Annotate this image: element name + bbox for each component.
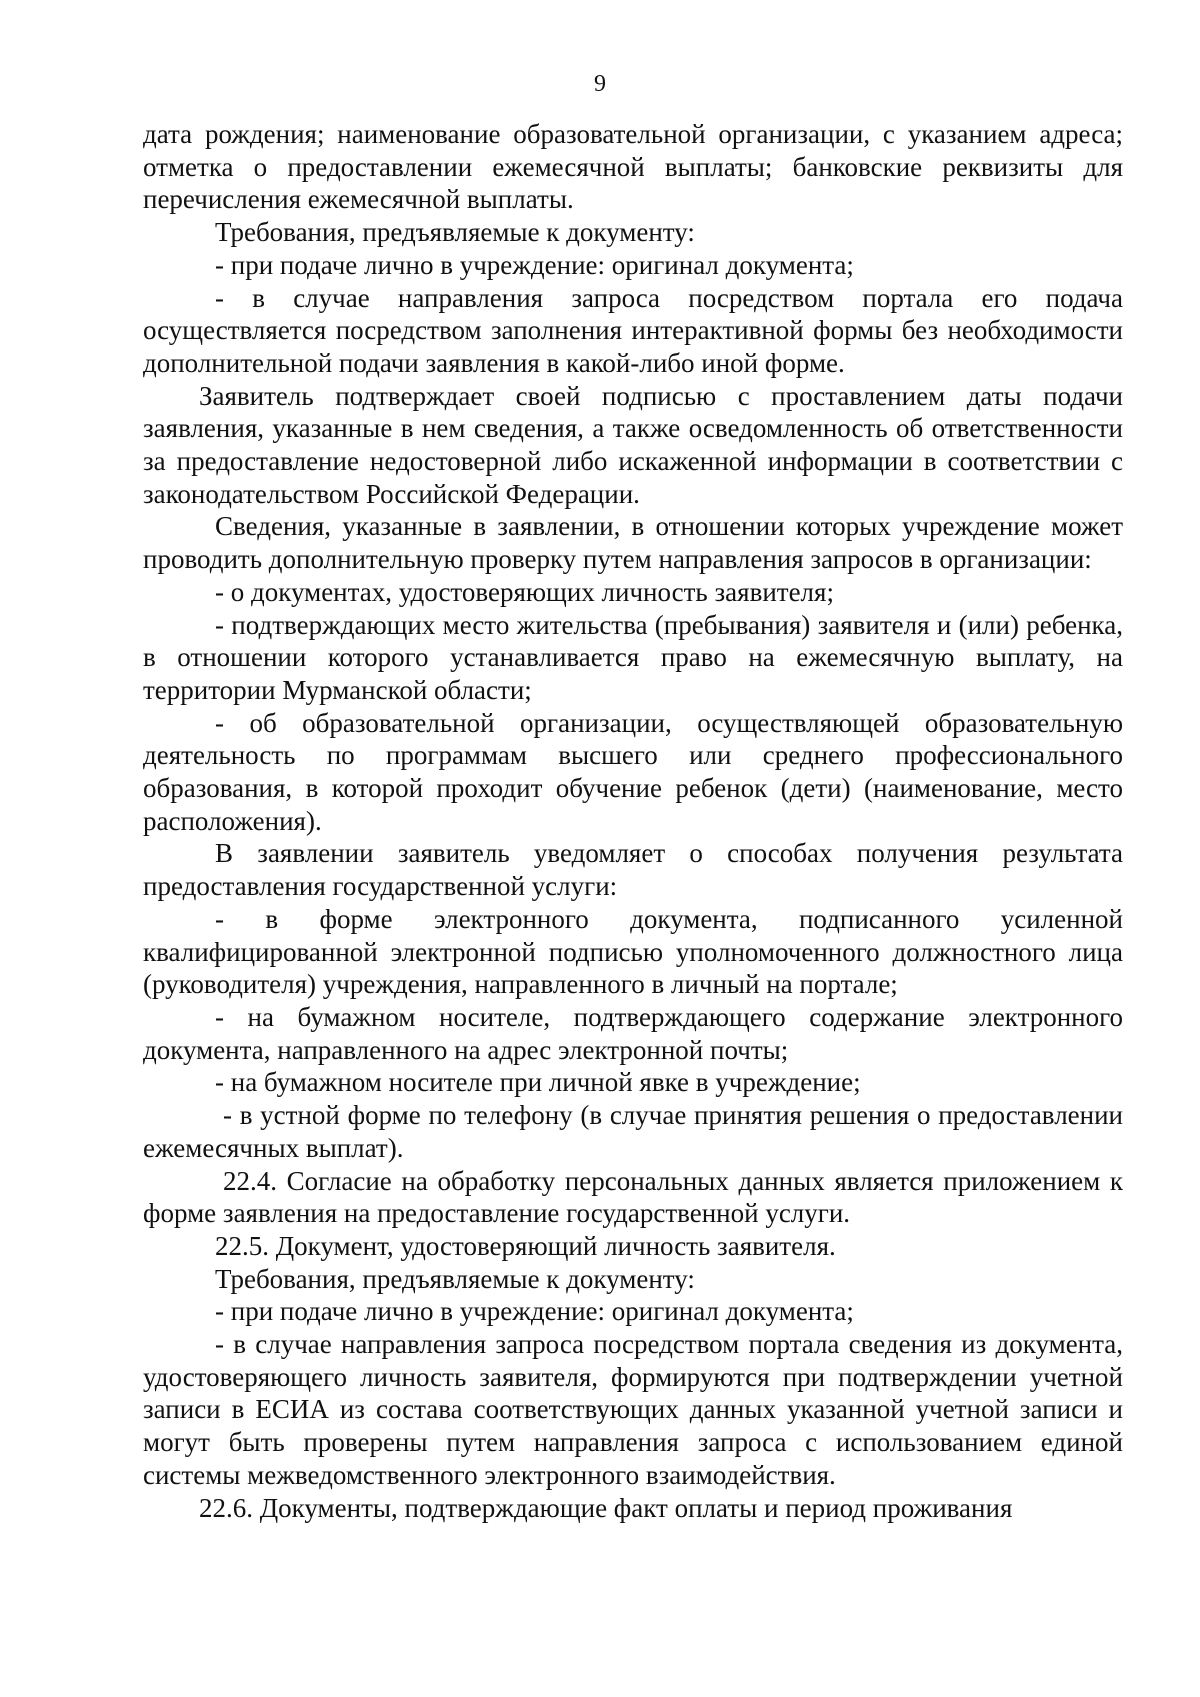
paragraph: Заявитель подтверждает своей подписью с проставлением даты подачи заявления, указанные в нем сведения, а также осведомленность об ответственности за предоставление недостоверной либо искаженной информации в соответствии с законодательством Российской Федерации. — [143, 380, 1123, 509]
paragraph: - на бумажном носителе, подтверждающего содержание электронного документа, направленного на адрес электронной почты; — [143, 1001, 1123, 1065]
paragraph: Требования, предъявляемые к документу: — [215, 217, 695, 248]
paragraph: 22.4. Согласие на обработку персональных данных является приложением к форме заявления на предоставление государственной услуги. — [143, 1165, 1123, 1229]
paragraph: - при подаче лично в учреждение: оригинал документа; — [215, 1296, 854, 1327]
paragraph: - о документах, удостоверяющих личность заявителя; — [215, 576, 834, 607]
paragraph: - подтверждающих место жительства (пребывания) заявителя и (или) ребенка, в отношении которого устанавливается право на ежемесячную выплату, на территории Мурманской области; — [143, 609, 1123, 705]
paragraph: Требования, предъявляемые к документу: — [215, 1263, 695, 1294]
paragraph: 22.6. Документы, подтверждающие факт оплаты и период проживания — [199, 1492, 1013, 1523]
paragraph: - в случае направления запроса посредством портала сведения из документа, удостоверяющего личность заявителя, формируются при подтверждении учетной записи в ЕСИА из состава соответствующих данных указанной учетной записи и могут быть проверены путем направления запроса с использованием единой системы межведомственного электронного взаимодействия. — [143, 1329, 1123, 1490]
document-body — [143, 118, 1123, 1524]
paragraph: Сведения, указанные в заявлении, в отношении которых учреждение может проводить дополнительную проверку путем направления запросов в организации: — [143, 511, 1123, 575]
paragraph: - при подаче лично в учреждение: оригинал документа; — [215, 249, 854, 280]
paragraph: - в форме электронного документа, подписанного усиленной квалифицированной электронной подписью уполномоченного должностного лица (руководителя) учреждения, направленного в личный на портале; — [143, 903, 1123, 1000]
paragraph: дата рождения; наименование образовательной организации, с указанием адреса; отметка о предоставлении ежемесячной выплаты; банковские реквизиты для перечисления ежемесячной выплаты. — [143, 119, 1123, 215]
page-number: 9 — [594, 71, 606, 97]
paragraph: - в случае направления запроса посредством портала его подача осуществляется посредством заполнения интерактивной формы без необходимости дополнительной подачи заявления в какой-либо иной форме. — [143, 282, 1123, 378]
paragraph: - на бумажном носителе при личной явке в учреждение; — [215, 1067, 861, 1098]
paragraph: - об образовательной организации, осуществляющей образовательную деятельность по программам высшего или среднего профессионального образования, в которой проходит обучение ребенок (дети) (наименование, место расположения). — [143, 707, 1123, 836]
paragraph: - в устной форме по телефону (в случае принятия решения о предоставлении ежемесячных выплат). — [143, 1100, 1123, 1163]
paragraph: В заявлении заявитель уведомляет о способах получения результата предоставления государственной услуги: — [143, 838, 1123, 902]
paragraph: 22.5. Документ, удостоверяющий личность заявителя. — [215, 1230, 836, 1261]
